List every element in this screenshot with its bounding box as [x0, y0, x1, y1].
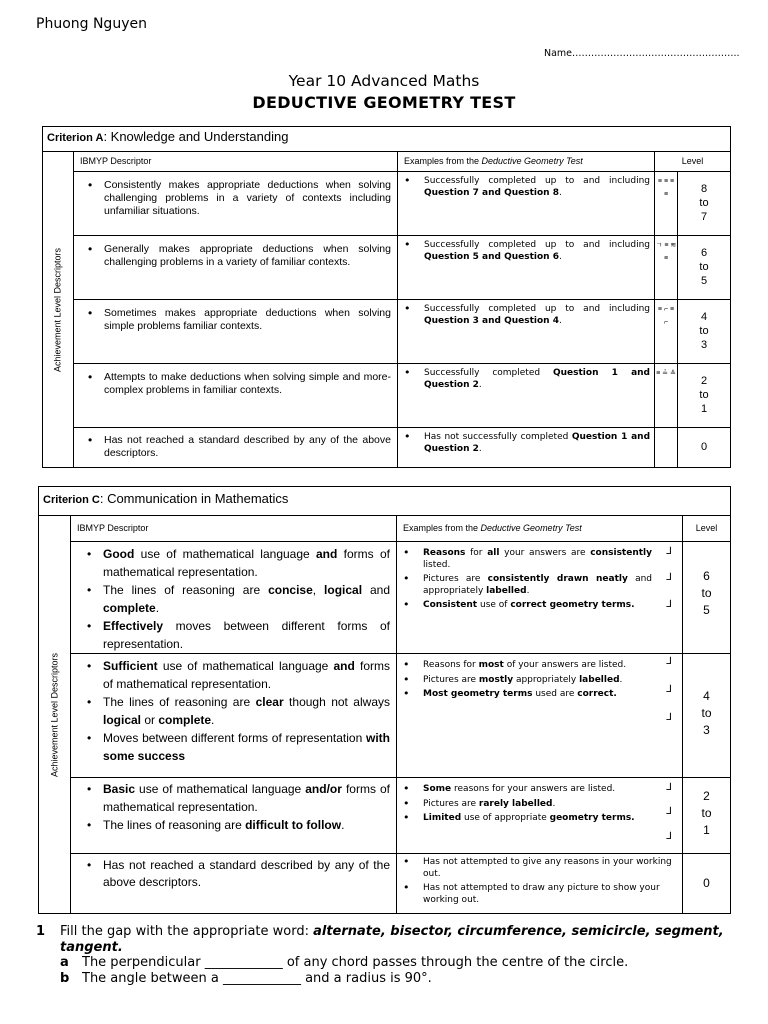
- criterion-c-row-3-level: 2 to 1: [683, 778, 731, 854]
- criterion-c-row-4-level: 0: [683, 854, 731, 914]
- criterion-c-row-3-descriptor: [71, 778, 397, 854]
- bold-text: complete: [158, 713, 212, 727]
- descriptor-bullet: [103, 729, 390, 765]
- text: .: [526, 585, 530, 596]
- criterion-a-row-3-example-text: [424, 304, 650, 327]
- criterion-a-heading: [43, 127, 731, 152]
- instruction-text: Fill the gap with the appropriate word:: [60, 924, 314, 939]
- bold-text: consistently: [590, 548, 652, 558]
- bold-text: and: [333, 659, 355, 673]
- text: use of: [477, 600, 511, 610]
- text: The lines of reasoning are: [103, 583, 269, 597]
- text: .: [211, 713, 215, 727]
- part-letter: b: [60, 970, 70, 986]
- criterion-a-row-4-descriptor-text: • Attempts to make deductions when solving simple and more-complex problems in familiar contexts.: [104, 371, 391, 397]
- text: use of mathematical language: [134, 547, 316, 561]
- criterion-a-table: [42, 126, 731, 468]
- word-list: alternate, bisector, circumference, semicircle, segment, tangent.: [60, 924, 724, 955]
- criterion-a-row-4-example: [398, 364, 655, 428]
- criterion-a-row-4-example-text: [424, 368, 650, 391]
- criterion-a-col-examples-prefix: Examples from the: [404, 156, 482, 166]
- descriptor-bullet: • Has not reached a standard described by any of the above descriptors.: [103, 857, 390, 891]
- test-title: DEDUCTIVE GEOMETRY TEST: [252, 93, 516, 112]
- criterion-c-col-examples-title: Deductive Geometry Test: [480, 523, 582, 533]
- criterion-a-row-4-ticks: ≡ ≟ ≗: [655, 364, 678, 428]
- text: though not always: [283, 695, 390, 709]
- tick-icon: ⅃: [666, 572, 672, 583]
- criterion-c-table: [38, 486, 731, 914]
- example-bullet: [423, 675, 652, 687]
- example-end: .: [558, 315, 562, 326]
- criterion-a-row-5-example-text: [424, 432, 650, 455]
- tick-icon: ⅃: [666, 599, 672, 610]
- bold-text: complete: [103, 601, 156, 615]
- text: use of mathematical language: [157, 659, 334, 673]
- text: ,: [312, 583, 325, 597]
- criterion-a-row-2-example-text: [424, 240, 650, 263]
- question-1b: [60, 971, 736, 987]
- bold-text: all: [487, 548, 500, 558]
- descriptor-bullet: [103, 780, 390, 816]
- text: of your answers are listed.: [503, 660, 627, 670]
- example-text: Successfully completed up to and including: [424, 240, 650, 250]
- criterion-c-col-level: Level: [683, 516, 731, 542]
- criterion-a-row-5-descriptor: [74, 428, 398, 468]
- bold-text: concise: [268, 583, 313, 597]
- criterion-a-row-2-example: [398, 236, 655, 300]
- text: reasons for your answers are listed.: [451, 784, 616, 794]
- criterion-a-row-5-ticks: [655, 428, 678, 468]
- criterion-a-label: Criterion A: [47, 132, 104, 144]
- text: Reasons for: [423, 660, 479, 670]
- author-name: Phuong Nguyen: [36, 16, 147, 32]
- criterion-a-col-level: Level: [655, 152, 731, 172]
- text: The lines of reasoning are: [103, 818, 246, 832]
- tick-icon: ⅃: [666, 546, 672, 557]
- bold-text: Effectively: [103, 619, 164, 633]
- example-text: Successfully completed: [424, 368, 553, 378]
- bold-text: rarely labelled: [478, 798, 553, 809]
- criterion-a-row-1-descriptor: [74, 172, 398, 236]
- text: Moves between different forms of representation: [103, 731, 366, 745]
- criterion-c-row-3-examples: [397, 778, 683, 854]
- tick-icon: ⅃: [666, 656, 672, 667]
- example-end: .: [558, 187, 562, 198]
- text: forms of mathematical representation.: [103, 547, 390, 579]
- bold-text: Most geometry terms: [423, 689, 533, 699]
- criterion-a-title: : Knowledge and Understanding: [103, 129, 289, 144]
- text: appropriately: [513, 674, 580, 685]
- part-text: The angle between a ____________ and a radius is 90°.: [82, 970, 432, 986]
- question-1a: [60, 955, 736, 971]
- bold-text: logical: [103, 713, 142, 727]
- criterion-a-row-1-descriptor-text: • Consistently makes appropriate deductions when solving challenging problems in a variety of contexts including unfamiliar situations.: [104, 179, 391, 218]
- bold-text: Good: [103, 547, 135, 561]
- example-text: Successfully completed up to and including: [424, 304, 650, 314]
- criterion-a-side-label: Achievement Level Descriptors: [52, 247, 63, 372]
- example-bold: Question 7 and Question 8: [424, 187, 559, 198]
- criterion-c-col-examples-prefix: Examples from the: [403, 523, 481, 533]
- bold-text: geometry terms.: [549, 813, 635, 823]
- example-bullet: • Has not attempted to draw any picture to show your working out.: [423, 883, 678, 906]
- text: forms of mathematical representation.: [103, 782, 390, 814]
- example-bullet: • Has not attempted to give any reasons in your working out.: [423, 857, 678, 880]
- criterion-c-title: : Communication in Mathematics: [99, 491, 289, 506]
- criterion-c-row-2-level: 4 to 3: [683, 654, 731, 778]
- example-bullet: [423, 548, 652, 571]
- criterion-a-row-3-ticks: ≡ ⌐ ≡ ⌐: [655, 300, 678, 364]
- descriptor-bullet: [103, 693, 390, 729]
- criterion-a-row-1-example: [398, 172, 655, 236]
- bold-text: and/or: [305, 782, 342, 796]
- text: forms of mathematical representation.: [103, 659, 390, 691]
- criterion-a-row-5-level: 0: [678, 428, 731, 468]
- question-1-instruction: [60, 924, 736, 955]
- criterion-c-row-1-examples: [397, 542, 683, 654]
- bold-text: with some success: [103, 731, 390, 763]
- criterion-a-row-5-descriptor-text: • Has not reached a standard described by any of the above descriptors.: [104, 434, 391, 460]
- criterion-a-row-3-level: 4 to 3: [678, 300, 731, 364]
- example-bullet: [423, 689, 652, 701]
- bold-text: logical: [324, 583, 363, 597]
- criterion-a-side-cell: [43, 152, 74, 468]
- descriptor-bullet: [103, 581, 390, 617]
- example-end: .: [558, 251, 562, 262]
- criterion-c-heading: [39, 487, 731, 516]
- criterion-c-row-4-examples: [397, 854, 683, 914]
- criterion-a-row-4-descriptor: [74, 364, 398, 428]
- bold-text: Reasons: [423, 548, 466, 558]
- bold-text: and: [316, 547, 338, 561]
- text: used are: [532, 689, 578, 699]
- criterion-c-col-examples: [397, 516, 683, 542]
- criterion-c-row-1-level: 6 to 5: [683, 542, 731, 654]
- descriptor-bullet: [103, 657, 390, 693]
- text: .: [619, 674, 623, 685]
- example-bullet: [423, 784, 652, 796]
- example-bold: Question 1 and Question 2: [424, 368, 651, 390]
- bold-text: Sufficient: [103, 659, 158, 673]
- example-bullet: [423, 799, 652, 811]
- text: Pictures are: [423, 798, 479, 809]
- text: The lines of reasoning are: [103, 695, 256, 709]
- criterion-c-row-1-descriptor: [71, 542, 397, 654]
- criterion-a-row-2-level: 6 to 5: [678, 236, 731, 300]
- part-letter: a: [60, 955, 69, 970]
- name-field-label: Name……………………………………………..: [544, 48, 740, 59]
- criterion-c-side-cell: [39, 516, 71, 914]
- text: your answers are: [499, 548, 591, 558]
- text: use of mathematical language: [135, 782, 306, 796]
- criterion-a-col-examples: [398, 152, 655, 172]
- descriptor-bullet: • The lines of reasoning are difficult to follow.: [103, 816, 390, 834]
- tick-icon: ⅃: [666, 782, 672, 793]
- example-end: .: [478, 443, 482, 454]
- criterion-c-col-descriptor: IBMYP Descriptor: [71, 516, 397, 542]
- text: Pictures are: [423, 574, 488, 584]
- bold-text: consistently drawn neatly: [487, 574, 628, 584]
- text: Pictures are: [423, 674, 479, 685]
- bold-text: mostly: [478, 674, 514, 685]
- example-text: Has not successfully completed: [424, 432, 572, 442]
- criterion-c-side-label: Achievement Level Descriptors: [49, 652, 59, 777]
- text: moves between different forms of representation.: [103, 619, 390, 651]
- tick-icon: ⅃: [666, 712, 672, 723]
- bold-text: Basic: [103, 782, 136, 796]
- criterion-a-row-1-level: 8 to 7: [678, 172, 731, 236]
- criterion-a-row-3-descriptor-text: • Sometimes makes appropriate deductions when solving simple problems familiar contexts.: [104, 307, 391, 333]
- criterion-a-row-3-example: [398, 300, 655, 364]
- text: or: [141, 713, 159, 727]
- bold-text: correct geometry terms.: [510, 600, 635, 610]
- example-text: Successfully completed up to and including: [424, 176, 650, 186]
- example-bold: Question 5 and Question 6: [424, 251, 559, 262]
- tick-icon: ⅃: [666, 806, 672, 817]
- bold-text: Some: [423, 784, 452, 794]
- example-bold: Question 3 and Question 4: [424, 315, 559, 326]
- tick-icon: ⅃: [666, 684, 672, 695]
- example-bullet: [423, 600, 652, 612]
- example-bold: Question 1 and Question 2: [424, 432, 651, 454]
- question-1: [36, 924, 736, 986]
- example-end: .: [478, 379, 482, 390]
- text: use of appropriate: [461, 813, 550, 823]
- criterion-c-row-2-descriptor: [71, 654, 397, 778]
- criterion-a-col-examples-title: Deductive Geometry Test: [481, 156, 583, 166]
- bold-text: labelled: [579, 674, 620, 685]
- criterion-a-row-1-example-text: [424, 176, 650, 199]
- criterion-c-label: Criterion C: [43, 494, 100, 506]
- example-bullet: [423, 813, 652, 825]
- bold-text: Limited: [423, 813, 462, 823]
- text: .: [552, 798, 556, 809]
- question-1-number: 1: [36, 924, 46, 939]
- bold-text: difficult to follow: [245, 818, 342, 832]
- tick-icon: ⅃: [666, 831, 672, 842]
- criterion-a-row-1-ticks: ≡ ≡ ≡ ≡: [655, 172, 678, 236]
- bold-text: clear: [255, 695, 284, 709]
- text: for: [465, 548, 488, 558]
- example-bullet: [423, 660, 652, 672]
- bold-text: most: [478, 660, 504, 670]
- text: and appropriately: [423, 574, 653, 596]
- descriptor-bullet: [103, 617, 390, 653]
- example-bullet: [423, 574, 652, 597]
- criterion-a-row-4-level: 2 to 1: [678, 364, 731, 428]
- course-subtitle: Year 10 Advanced Maths: [288, 72, 480, 90]
- bold-text: labelled: [486, 585, 527, 596]
- text: .: [155, 601, 160, 615]
- text: and: [362, 583, 390, 597]
- criterion-c-row-2-examples: [397, 654, 683, 778]
- criterion-a-row-5-example: [398, 428, 655, 468]
- criterion-a-row-3-descriptor: [74, 300, 398, 364]
- criterion-a-row-2-descriptor-text: • Generally makes appropriate deductions when solving challenging problems in a variety of familiar contexts.: [104, 243, 391, 269]
- criterion-a-row-2-descriptor: [74, 236, 398, 300]
- bold-text: Consistent: [423, 600, 478, 610]
- criterion-a-row-2-ticks: ㄱ ≡ ≋ ≡: [655, 236, 678, 300]
- descriptor-bullet: [103, 545, 390, 581]
- bold-text: correct.: [577, 689, 617, 699]
- criterion-c-row-4-descriptor: [71, 854, 397, 914]
- criterion-a-col-descriptor: IBMYP Descriptor: [74, 152, 398, 172]
- text: listed.: [423, 559, 451, 570]
- part-text: The perpendicular ____________ of any chord passes through the centre of the circle.: [82, 955, 629, 970]
